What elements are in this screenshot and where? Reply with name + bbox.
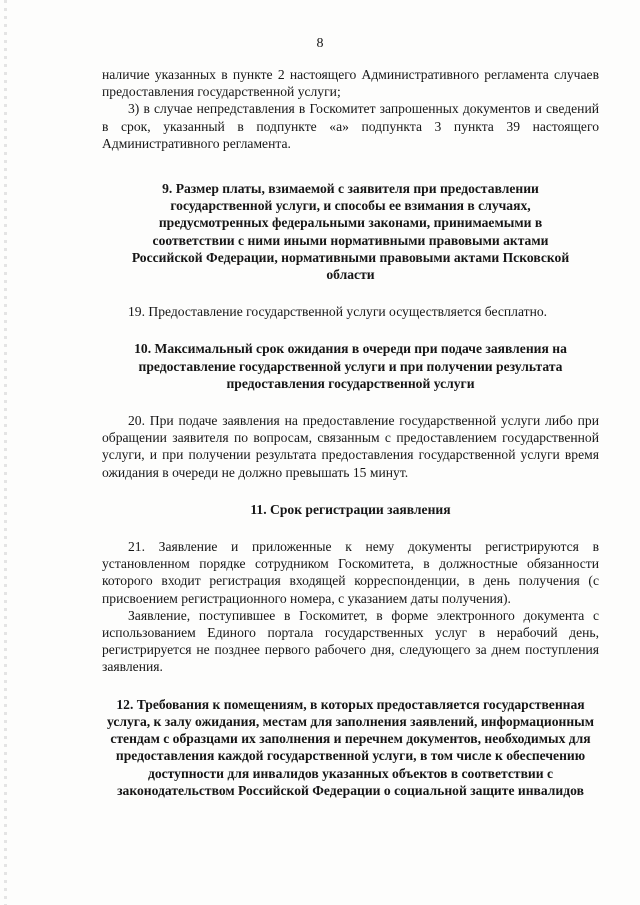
section-heading-9: 9. Размер платы, взимаемой с заявителя при предоставлении государственной услуги, и способы ее взимания в случаях, предусмотренных федеральными законами, принимаемыми в соответствии с ними иными нормативными правовыми актами Российской Федерации, нормативными правовыми актами Псковской области — [131, 181, 570, 283]
document-body — [102, 66, 599, 799]
scan-edge-artifact — [4, 0, 7, 905]
section-heading-12: 12. Требования к помещениям, в которых предоставляется государственная услуга, к залу ожидания, местам для заполнения заявлений, информационным стендам с образцами их заполнения и перечнем документов, необходимых для предоставления каждой государственной услуги, в том числе к обеспечению доступности для инвалидов указанных объектов в соответствии с законодательством Российской Федерации о социальной защите инвалидов — [106, 696, 595, 798]
paragraph-20: 20. При подаче заявления на предоставление государственной услуги либо при обращении заявителя по вопросам, связанным с предоставлением государственной услуги, и при получении результата предоставления государственной услуги время ожидания в очереди не должно превышать 15 минут. — [102, 413, 599, 480]
paragraph-item-3: 3) в случае непредставления в Госкомитет запрошенных документов и сведений в срок, указанный в подпункте «а» подпункта 3 пункта 39 настоящего Административного регламента. — [102, 101, 599, 151]
page-number: 8 — [316, 36, 324, 51]
paragraph-21-electronic: Заявление, поступившее в Госкомитет, в форме электронного документа с использованием Единого портала государственных услуг в нерабочий день, регистрируется не позднее первого рабочего дня, следующего за днем поступления заявления. — [102, 607, 599, 675]
paragraph-21: 21. Заявление и приложенные к нему документы регистрируются в установленном порядке сотрудником Госкомитета, в должностные обязанности которого входит регистрация входящей корреспонденции, в день получения (с присвоением регистрационного номера, с указанием даты получения). — [102, 539, 599, 606]
paragraph-continuation: наличие указанных в пункте 2 настоящего Административного регламента случаев предоставления государственной услуги; — [102, 67, 599, 100]
paragraph-19: 19. Предоставление государственной услуги осуществляется бесплатно. — [128, 304, 548, 320]
section-heading-10: 10. Максимальный срок ожидания в очереди при подаче заявления на предоставление государственной услуги и при получении результата предоставления государственной услуги — [134, 341, 567, 391]
section-heading-11: 11. Срок регистрации заявления — [250, 501, 451, 517]
